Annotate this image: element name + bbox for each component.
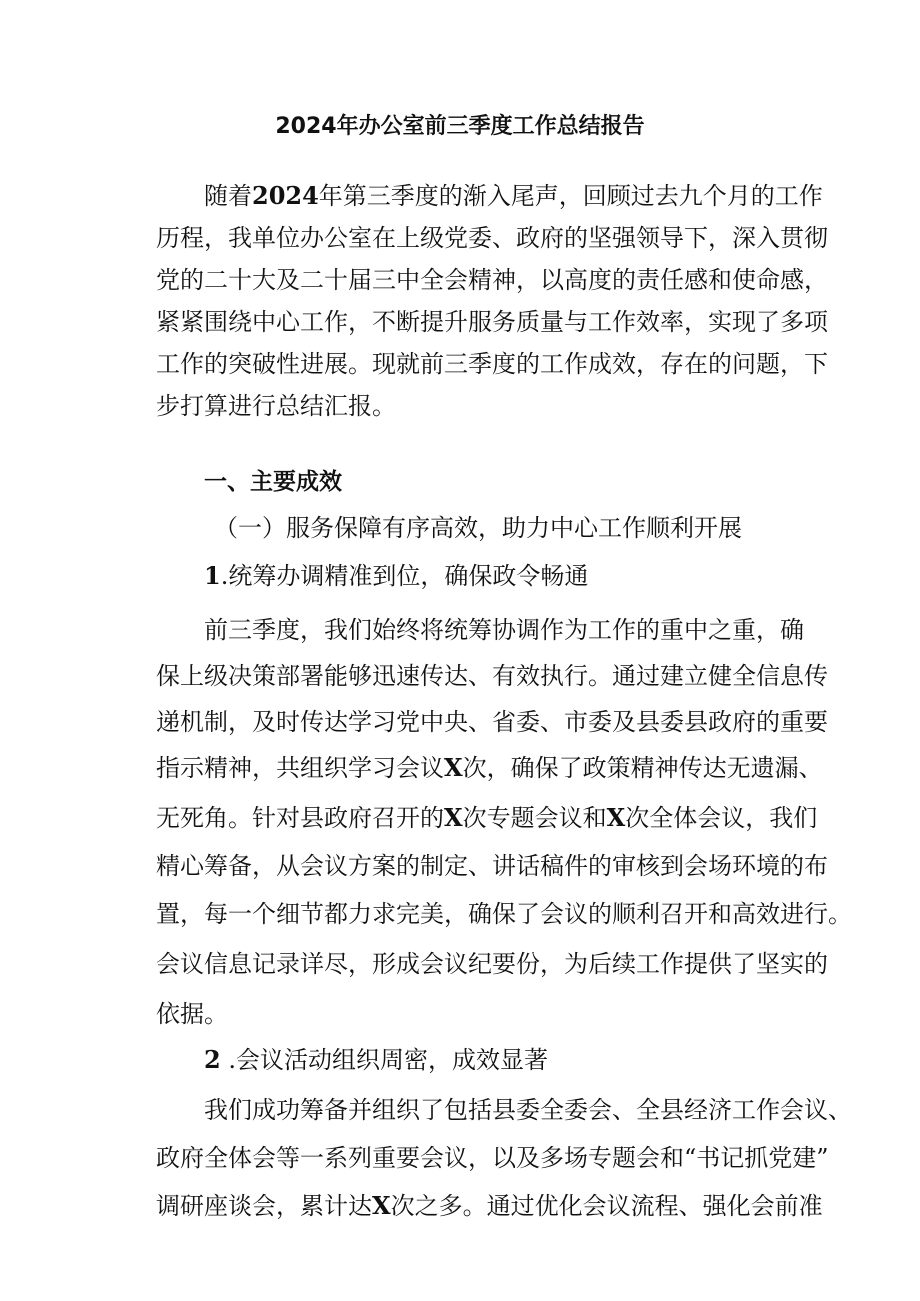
item-heading-2: [204, 1040, 548, 1080]
section-heading: 一、主要成效: [204, 469, 342, 495]
text-run: 年第三季度的渐入尾声，回顾过去九个月的工作: [318, 182, 823, 210]
text-run-bold: X: [444, 753, 463, 782]
intro-line-5: [156, 344, 828, 384]
text-run: 历程，我单位办公室在上级党委、政府的坚强领导下，深入贯彻: [156, 224, 828, 252]
text-run: 调研座谈会，累计达: [156, 1192, 372, 1220]
text-run-bold: X: [444, 803, 463, 832]
item1-line-1: [204, 610, 804, 650]
text-run: 递机制，及时传达学习党中央、省委、市委及县委县政府的重要: [156, 708, 828, 736]
item1-line-3: [156, 702, 828, 742]
item2-line-1: [204, 1090, 852, 1130]
item1-line-4: [156, 748, 823, 788]
text-run: 步打算进行总结汇报。: [156, 392, 396, 420]
text-run: 我们成功筹备并组织了包括县委全委会、全县经济工作会议、: [204, 1096, 852, 1124]
intro-line-3: [156, 260, 828, 300]
text-run: 次全体会议，我们: [625, 804, 818, 832]
text-run: 前三季度，我们始终将统筹协调作为工作的重中之重，确: [204, 616, 804, 644]
item1-line-9: [156, 994, 228, 1034]
text-run: 无死角。针对县政府召开的: [156, 804, 444, 832]
text-run: 次，确保了政策精神传达无遗漏、: [462, 754, 823, 782]
item1-line-8: [156, 944, 828, 984]
item2-line-3: [156, 1186, 823, 1226]
text-run: 精心筹备，从会议方案的制定、讲话稿件的审核到会场环境的布: [156, 852, 828, 880]
intro-line-4: [156, 302, 828, 342]
item-number: 1: [204, 561, 221, 590]
intro-line-2: [156, 218, 828, 258]
item-title: .统筹办调精准到位，确保政令畅通: [220, 562, 589, 590]
text-run: 会议信息记录详尽，形成会议纪要份，为后续工作提供了坚实的: [156, 950, 828, 978]
text-run: 指示精神，共组织学习会议: [156, 754, 444, 782]
text-run-bold: X: [372, 1191, 391, 1220]
item-heading-1: [204, 556, 588, 596]
text-run: 次专题会议和: [462, 804, 607, 832]
item1-line-2: [156, 656, 828, 696]
intro-line-6: [156, 386, 396, 426]
text-run: 随着: [204, 182, 252, 210]
item-title: .会议活动组织周密，成效显著: [220, 1046, 548, 1074]
intro-line-1: [204, 176, 823, 216]
text-run: 紧紧围绕中心工作，不断提升服务质量与工作效率，实现了多项: [156, 308, 828, 336]
text-run: 保上级决策部署能够迅速传达、有效执行。通过建立健全信息传: [156, 662, 828, 690]
item2-line-2: [156, 1138, 829, 1178]
page-title: 2024年办公室前三季度工作总结报告: [275, 114, 645, 139]
text-run-bold: 2024: [252, 181, 319, 210]
text-run: 党的二十大及二十届三中全会精神，以高度的责任感和使命感，: [156, 266, 828, 294]
item1-line-7: [156, 894, 852, 934]
text-run: 置，每一个细节都力求完美，确保了会议的顺利召开和高效进行。: [156, 900, 852, 928]
text-run: 依据。: [156, 1000, 228, 1028]
subsection-heading: （一）服务保障有序高效，助力中心工作顺利开展: [214, 514, 742, 542]
text-run-bold: X: [606, 803, 626, 832]
item-number: 2: [204, 1045, 221, 1074]
text-run: 次之多。通过优化会议流程、强化会前准: [390, 1192, 823, 1220]
text-run: 政府全体会等一系列重要会议，以及多场专题会和“书记抓党建”: [156, 1144, 829, 1172]
text-run: 工作的突破性进展。现就前三季度的工作成效，存在的问题，下: [156, 350, 828, 378]
item1-line-5: [156, 798, 818, 838]
item1-line-6: [156, 846, 828, 886]
